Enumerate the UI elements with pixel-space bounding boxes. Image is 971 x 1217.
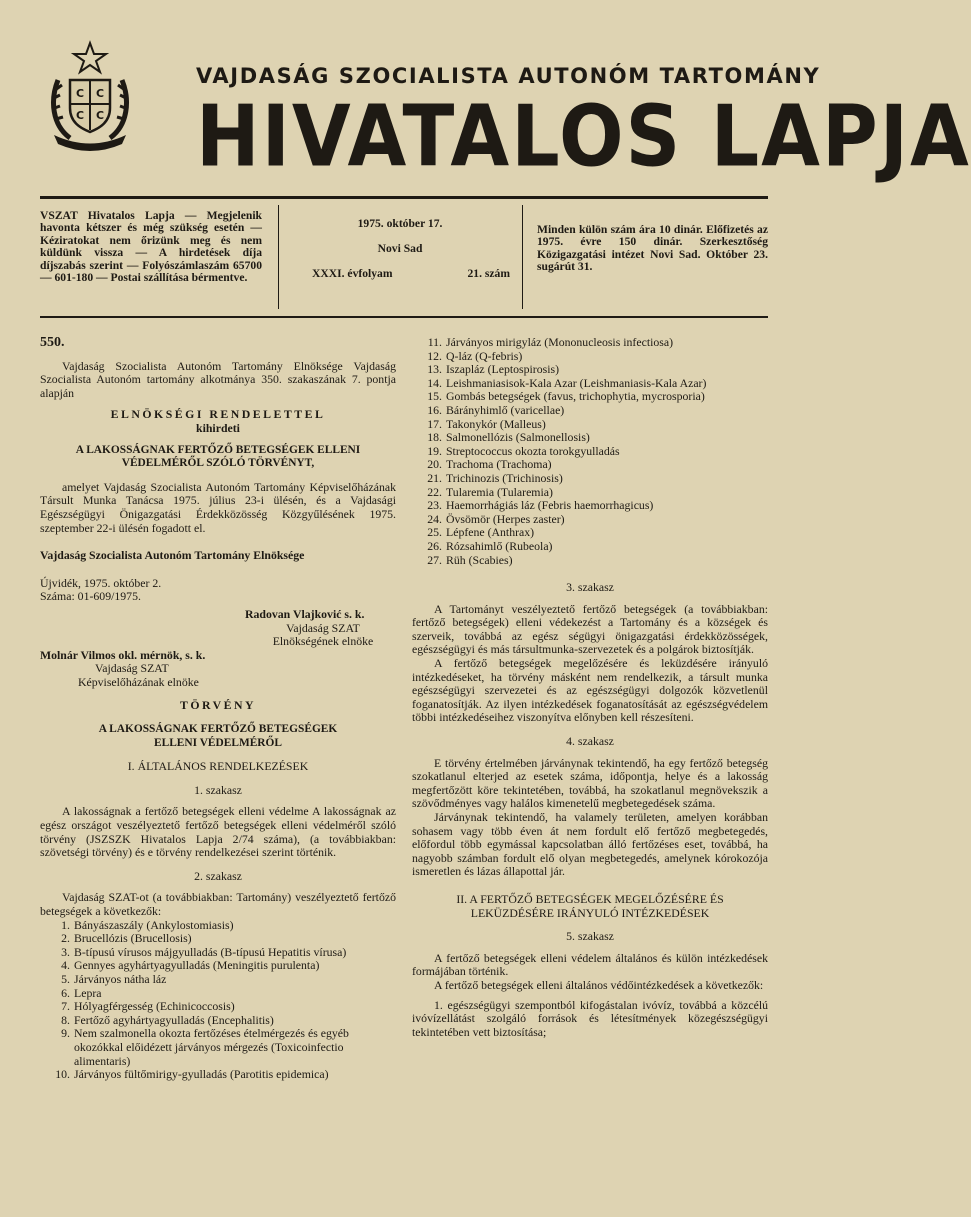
right-column: [412, 336, 768, 1039]
signer1-name: Radovan Vlajković s. k.: [245, 606, 365, 621]
masthead-title: HIVATALOS LAPJA: [196, 86, 971, 186]
list-item: 18. Salmonellózis (Salmonellosis): [427, 430, 590, 445]
list-item: 22. Tularemia (Tularemia): [427, 484, 553, 499]
section-3-paragraph-1: A Tartományt veszélyeztető fertőző betegségek (a továbbiakban: fertőző betegségek) elleni védekezést a Tartomány és a községek és szerveik, továbbá az egész ségügyi önigazgatási érdekközösségek, egészségügyi és más társultmunka-szervezetek és a polgárok biztosítják.: [412, 601, 768, 657]
svg-text:C: C: [75, 109, 85, 122]
list-item: 24. Övsömör (Herpes zaster): [427, 511, 565, 526]
svg-text:C: C: [95, 87, 105, 100]
section-4-heading: 4. szakasz: [566, 734, 614, 749]
section-5-paragraph-1: A fertőző betegségek elleni védelem általános és külön intézkedések formájában történik.: [412, 950, 768, 979]
header-divider-right: [522, 205, 523, 309]
section-1-text: A lakosságnak a fertőző betegségek elleni védelme A lakosságnak az egész országot veszélyeztető fertőző betegségek elleni védelméről szóló törvény (JSZSZK Hivatalos Lapja 2/74 száma), (a továbbiakban: szövetségi törvény) és e törvény rendelkezései szerint történik.: [40, 804, 396, 860]
list-item: 10. Járványos fültőmirigy-gyulladás (Parotitis epidemica): [55, 1067, 329, 1082]
list-item: 23. Haemorrhágiás láz (Febris haemorrhagicus): [427, 498, 654, 513]
adoption-text: amelyet Vajdaság Szocialista Autonóm Tartomány Képviselőházának Társult Munka Tanácsa 1975. július 23-i ülésén, és a Vajdasági Egészségügyi Önigazgatási Érdekközösség Közgyűlésének 1975. szeptember 22-i ülésén fogadott el.: [40, 479, 396, 535]
list-item: 12. Q-láz (Q-febris): [427, 348, 523, 363]
signer1-role: Elnökségének elnöke: [272, 634, 374, 649]
header-top-rule: [40, 196, 768, 199]
list-item: 1. Bányászaszály (Ankylostomiasis): [61, 917, 234, 932]
signer2-name: Molnár Vilmos okl. mérnök, s. k.: [40, 647, 206, 662]
header-bottom-rule: [40, 316, 768, 318]
section-5-paragraph-3: 1. egészségügyi szempontból kifogástalan ivóvíz, továbbá a közcélú ivóvízellátást szolgáló források és létesítmények közegészségügyi tekintetében vett biztosítása;: [412, 997, 768, 1039]
section-5-heading: 5. szakasz: [566, 929, 614, 944]
left-column: [40, 336, 396, 1082]
list-item: 13. Iszapláz (Leptospirosis): [427, 362, 560, 377]
section-4-paragraph-1: E törvény értelmében járványnak tekintendő, ha egy fertőző betegség szokatlanul elterjed az esetek száma, időpontja, helye és a lakosság megfertőzött köre tekintetében, továbbá, ha szokatlanul megnövekszik a szövődményes vagy halálos kimenetelű megbetegedések száma.: [412, 755, 768, 811]
list-item: 27. Rüh (Scabies): [427, 552, 513, 567]
section-5-paragraph-2: A fertőző betegségek elleni általános védőintézkedések a következők:: [434, 977, 764, 992]
header-publication-info: VSZAT Hivatalos Lapja — Megjelenik havonta kétszer és még szükség esetén — Kéziratokat nem őrizünk meg és nem küldünk vissza — A hirdetések díja díjszabás szerint — Folyószámlaszám 65700 — 601-180 — Postai szállítása bérmentve.: [40, 209, 262, 285]
section-3-paragraph-2: A fertőző betegségek megelőzésére és leküzdésére irányuló intézkedéseket, ha törvény másként nem rendelkezik, a társult munka egészségügyi szervezetei és az egészségügyi dolgozók közvetlenül foganatosítják. Az ilyen intézkedések foganatosítását az egészségvédelem többi intézkedéseihez viszonyítva előnyben kell részesíteni.: [412, 656, 768, 725]
list-item: 26. Rózsahimlő (Rubeola): [427, 538, 553, 553]
list-item: 25. Lépfene (Anthrax): [427, 525, 535, 540]
svg-text:C: C: [95, 109, 105, 122]
law-label: TÖRVÉNY: [179, 698, 257, 713]
list-item: 16. Bárányhimlő (varicellae): [427, 402, 565, 417]
section-3-heading: 3. szakasz: [566, 580, 614, 595]
law-title: A LAKOSSÁGNAK FERTŐZŐ BETEGSÉGEK ELLENI VÉDELMÉRŐL: [98, 723, 338, 749]
law-title-heading: A LAKOSSÁGNAK FERTŐZŐ BETEGSÉGEK ELLENI VÉDELMÉRŐL SZÓLÓ TÖRVÉNYT,: [75, 443, 361, 470]
decree-sub: kihirdeti: [196, 420, 240, 435]
list-item: 7. Hólyagférgesség (Echinicoccosis): [61, 999, 235, 1014]
list-item: 19. Streptococcus okozta torokgyulladás: [427, 443, 620, 458]
decree-number: 550.: [40, 335, 65, 350]
list-item: 17. Takonykór (Malleus): [427, 416, 546, 431]
disease-list-left: [40, 919, 396, 1082]
chapter-2-heading: II. A FERTŐZŐ BETEGSÉGEK MEGELŐZÉSÉRE ÉS LEKÜZDÉSÉRE IRÁNYULÓ INTÉZKEDÉSEK: [456, 891, 724, 920]
issue-volume: XXXI. évfolyam: [312, 267, 393, 280]
list-item: 8. Fertőző agyhártyagyulladás (Encephalitis): [61, 1012, 274, 1027]
section-4-paragraph-2: Járványnak tekintendő, ha valamely területen, amelyen korábban sohasem vagy több éven át nem fordult elő fertőző megbetegedés, előfordul több egymással kapcsolatban álló fertőzéses eset, továbbá, ha nagyobb számban fordult elő olyan megbetegedés, amelynek kórokozója ismeretlen és lázas állapottal jár.: [412, 810, 768, 879]
masthead-subtitle: VAJDASÁG SZOCIALISTA AUTONÓM TARTOMÁNY: [196, 64, 821, 88]
list-item: 2. Brucellózis (Brucellosis): [61, 931, 192, 946]
header-subscription-info: Minden külön szám ára 10 dinár. Előfizetés az 1975. évre 150 dinár. Szerkesztőség Közigazgatási intézet Novi Sad. Október 23. sugárút 31.: [537, 223, 768, 274]
list-item: 20. Trachoma (Trachoma): [427, 457, 552, 472]
list-item: 21. Trichinozis (Trichinosis): [427, 470, 563, 485]
signer1-org: Vajdaság SZAT: [286, 620, 360, 635]
list-item: 11. Járványos mirigyláz (Mononucleosis infectiosa): [427, 335, 674, 349]
issue-date: 1975. október 17.: [357, 217, 443, 230]
signer2-org: Vajdaság SZAT: [95, 661, 169, 676]
place-date: Újvidék, 1975. október 2.: [40, 575, 162, 590]
list-item: 14. Leishmaniasisok-Kala Azar (Leishmaniasis-Kala Azar): [427, 375, 707, 390]
issue-number: 21. szám: [467, 267, 510, 280]
chapter-1-heading: I. ÁLTALÁNOS RENDELKEZÉSEK: [127, 759, 309, 774]
list-item: 3. B-típusú vírusos májgyulladás (B-típusú Hepatitis vírusa): [61, 944, 347, 959]
section-1-heading: 1. szakasz: [194, 782, 242, 797]
decree-intro: Vajdaság Szocialista Autonóm Tartomány Elnöksége Vajdaság Szocialista Autonóm tartomány alkotmánya 350. szakaszának 7. pontja alapján: [40, 358, 396, 400]
reference-number: Száma: 01-609/1975.: [40, 589, 141, 604]
list-item: 9. Nem szalmonella okozta fertőzéses ételmérgezés és egyéb okozókkal előidézett járványos mérgezés (Toxicoinfectio alimentaris): [61, 1026, 349, 1068]
issue-place: Novi Sad: [377, 242, 423, 255]
decree-heading: ELNÖKSÉGI RENDELETTEL: [110, 407, 326, 422]
list-item: 4. Gennyes agyhártyagyulladás (Meningitis purulenta): [61, 958, 320, 973]
coat-of-arms-emblem: [40, 40, 140, 155]
svg-text:C: C: [75, 87, 85, 100]
presidency-name: Vajdaság Szocialista Autonóm Tartomány Elnöksége: [40, 548, 305, 563]
section-2-heading: 2. szakasz: [194, 868, 242, 883]
list-item: 5. Járványos nátha láz: [61, 971, 167, 986]
list-item: 6. Lepra: [61, 985, 102, 1000]
signer2-role: Képviselőházának elnöke: [78, 674, 199, 689]
header-divider-left: [278, 205, 279, 309]
list-item: 15. Gombás betegségek (favus, trichophytia, mycrosporia): [427, 389, 705, 404]
disease-list-right: [412, 336, 768, 567]
section-2-text: Vajdaság SZAT-ot (a továbbiakban: Tartomány) veszélyeztető fertőző betegségek a következők:: [40, 890, 396, 918]
